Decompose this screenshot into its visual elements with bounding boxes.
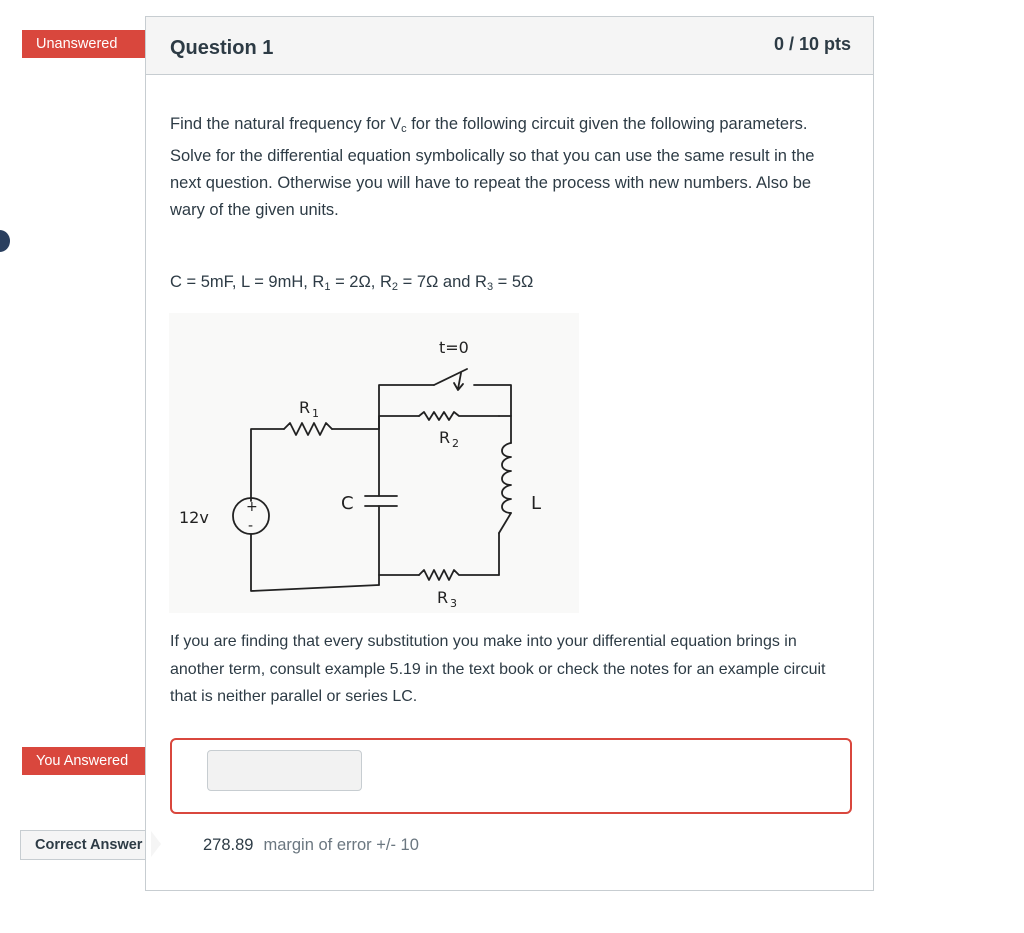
answer-input[interactable] bbox=[207, 750, 362, 791]
switch-arm bbox=[434, 369, 467, 385]
resistor-r2 bbox=[419, 412, 499, 420]
correct-answer-value: 278.89 bbox=[203, 836, 254, 854]
question-points: 0 / 10 pts bbox=[773, 34, 851, 54]
r3-label-sub: 3 bbox=[450, 597, 457, 610]
circuit-parameters bbox=[170, 273, 533, 293]
switch-label: t=0 bbox=[439, 338, 469, 357]
param-part4: = 5Ω bbox=[493, 273, 534, 291]
wire-top-mid bbox=[332, 385, 434, 429]
wire-left bbox=[251, 429, 284, 501]
r1-label-sub: 1 bbox=[312, 407, 319, 420]
side-indicator-dot bbox=[0, 230, 10, 252]
r2-label-sub: 2 bbox=[452, 437, 459, 450]
question-header bbox=[146, 17, 873, 75]
question-text-part2: for the following circuit given the following parameters. Solve for the differential equation symbolically so that you can use the same result in the next question. Otherwise you will have to repeat the process with new numbers. Also be wary of the given units. bbox=[170, 115, 815, 219]
question-card bbox=[145, 16, 874, 891]
r2-label: R bbox=[439, 428, 451, 447]
wire-top-right bbox=[474, 385, 511, 416]
circuit-diagram bbox=[169, 313, 579, 613]
wire-r2-left bbox=[379, 416, 419, 429]
wire-inductor-bottom bbox=[499, 513, 511, 533]
c-label: C bbox=[341, 493, 354, 514]
question-text bbox=[170, 111, 850, 224]
param-part3: = 7Ω and R bbox=[398, 273, 487, 291]
r3-label: R bbox=[437, 588, 449, 607]
question-text-part1: Find the natural frequency for V bbox=[170, 115, 402, 133]
source-label: 12v bbox=[179, 508, 209, 527]
answer-box bbox=[170, 738, 852, 814]
correct-answer-line bbox=[203, 836, 419, 855]
param-sub3: 3 bbox=[486, 281, 494, 293]
correct-answer-tag: Correct Answer bbox=[20, 830, 151, 860]
param-part1: C = 5mF, L = 9mH, R bbox=[170, 273, 325, 291]
param-sub1: 1 bbox=[324, 281, 331, 293]
wire-left-bottom bbox=[251, 534, 379, 591]
param-part2: = 2Ω, R bbox=[330, 273, 392, 291]
minus-sign: - bbox=[248, 518, 254, 534]
hint-text: If you are finding that every substitution you make into your differential equation brings in another term, consult example 5.19 in the text book or check the notes for an example circuit that is neither parallel or series LC. bbox=[170, 633, 826, 705]
question-title: Question 1 bbox=[170, 37, 274, 59]
resistor-r1 bbox=[284, 423, 332, 435]
you-answered-tag: You Answered bbox=[22, 747, 149, 775]
param-sub2: 2 bbox=[391, 281, 399, 293]
inductor-coil bbox=[502, 443, 511, 513]
unanswered-tag: Unanswered bbox=[22, 30, 147, 58]
r1-label: R bbox=[299, 398, 311, 417]
vc-subscript: c bbox=[401, 123, 407, 135]
l-label: L bbox=[531, 493, 542, 514]
margin-of-error: margin of error +/- 10 bbox=[263, 836, 419, 854]
plus-sign: + bbox=[246, 499, 258, 515]
resistor-r3 bbox=[419, 570, 499, 580]
